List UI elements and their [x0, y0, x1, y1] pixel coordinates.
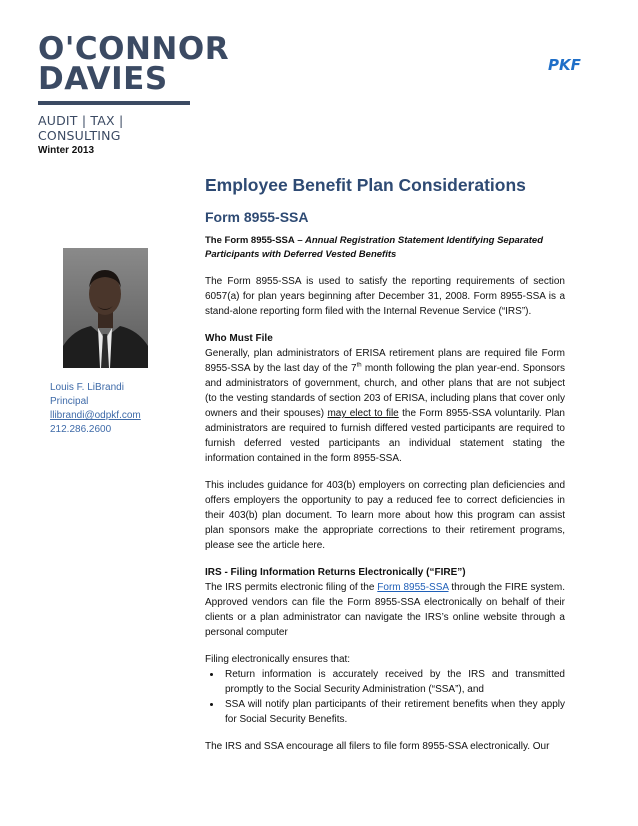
ordinal-suffix: th: [356, 362, 362, 369]
closing-paragraph: The IRS and SSA encourage all filers to file form 8955-SSA electronically. Our: [205, 741, 550, 752]
author-name: Louis F. LiBrandi: [50, 382, 124, 393]
form-lead-heading: [205, 234, 565, 262]
list-item: • Return information is accurately received by the IRS and transmitted promptly to the Social Security Administration (“SSA”), and: [222, 667, 565, 697]
fire-text-2: through the FIRE system. Approved vendors can file the Form 8955-SSA electronically on behalf of their clients or a plan administrator can navigate the IRS’s online website through a personal computer: [205, 582, 565, 638]
who-text-2: month following the plan year-end. Sponsors and administrators of government, church, and other plans that are not subject (to the vesting standards of section 203 of ERISA, including plans that cover only owners and their spouses): [205, 363, 565, 419]
author-email-link[interactable]: llibrandi@odpkf.com: [50, 410, 141, 421]
logo-tagline: AUDIT | TAX | CONSULTING: [38, 113, 124, 143]
logo-divider: [38, 101, 190, 105]
fire-heading: IRS - Filing Information Returns Electronically (“FIRE”): [205, 567, 466, 578]
lead-form-description: – Annual Registration Statement Identifying Separated Participants with Deferred Vested Benefits: [205, 235, 544, 260]
who-must-file-heading: Who Must File: [205, 333, 273, 344]
fire-section: [205, 565, 565, 640]
who-text-3: the Form 8955-SSA voluntarily. Plan administrators are required to furnish differed vested participants are required to furnish deferred vested participants an individual statement stating the information contained in the form 8955-SSA.: [205, 408, 565, 464]
article-body: [205, 174, 565, 766]
lead-form-name: The Form 8955-SSA: [205, 235, 295, 246]
fire-text-1: The IRS permits electronic filing of the: [205, 582, 378, 593]
article-title: Employee Benefit Plan Considerations: [205, 175, 526, 195]
guidance-paragraph: This includes guidance for 403(b) employers on correcting plan deficiencies and offers employers the opportunity to pay a reduced fee to correct deficiencies in their 403(b) plan document. To learn more about how this program can assist plan sponsors make the appropriate corrections to their retirement programs, please see the article here.: [205, 480, 565, 551]
logo-line-1: O'CONNOR: [38, 31, 230, 67]
pkf-logo: PKF: [548, 56, 581, 74]
ensures-intro: Filing electronically ensures that:: [205, 654, 351, 665]
who-text-1: Generally, plan administrators of ERISA retirement plans are required file Form 8955-SSA by the last day of the 7: [205, 348, 565, 374]
author-phone: 212.286.2600: [50, 424, 112, 435]
author-title: Principal: [50, 396, 89, 407]
list-item: • SSA will notify plan participants of their retirement benefits when they apply for Social Security Benefits.: [222, 697, 565, 727]
form-8955-ssa-link[interactable]: Form 8955-SSA: [377, 582, 449, 593]
article-subtitle: Form 8955-SSA: [205, 209, 309, 225]
issue-season: Winter 2013: [38, 145, 95, 156]
portrait-image: [63, 248, 148, 368]
author-contact: [50, 381, 141, 437]
logo-line-2: DAVIES: [38, 61, 168, 97]
intro-paragraph: The Form 8955-SSA is used to satisfy the reporting requirements of section 6057(a) for plan years beginning after December 31, 2008. Form 8955-SSA is a stand-alone reporting form filed with the Internal Revenue Service (“IRS”).: [205, 276, 565, 317]
firm-logo: [38, 31, 230, 143]
may-elect-underlined: may elect to file: [327, 408, 399, 419]
benefits-list: [205, 667, 565, 727]
author-photo: [63, 248, 148, 368]
who-must-file-section: [205, 331, 565, 466]
